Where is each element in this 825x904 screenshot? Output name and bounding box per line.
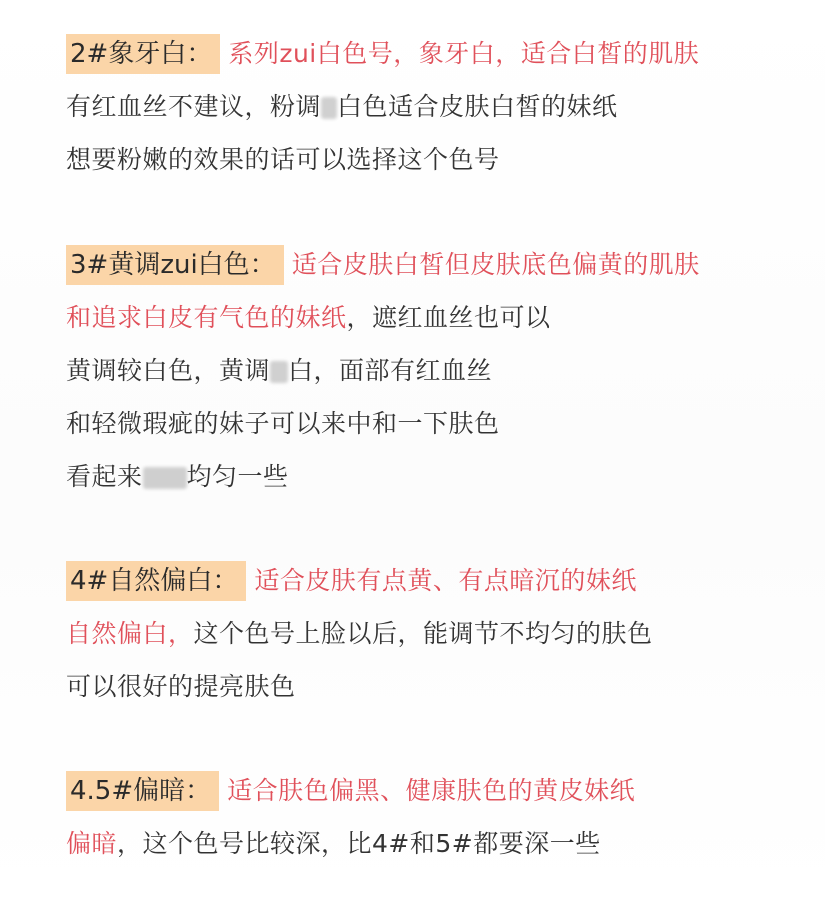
text-segment: 白色适合皮肤白皙的妹纸 bbox=[337, 92, 618, 121]
body-line bbox=[66, 450, 806, 503]
body-line bbox=[66, 80, 806, 133]
text-segment: 有红血丝不建议，粉调 bbox=[66, 92, 322, 121]
text-segment: 黄调较白色，黄调 bbox=[66, 356, 271, 385]
blurred-text bbox=[270, 361, 288, 383]
body-line bbox=[66, 607, 806, 660]
shade-summary: 系列zui白色号，象牙白，适合白皙的肌肤 bbox=[228, 39, 700, 68]
section-natural-white bbox=[66, 554, 806, 713]
section-header bbox=[66, 238, 806, 291]
section-yellow-whitest bbox=[66, 238, 806, 503]
text-segment: 这个色号上脸以后，能调节不均匀的肤色 bbox=[193, 619, 653, 648]
body-line: 和轻微瑕疵的妹子可以来中和一下肤色 bbox=[66, 409, 500, 438]
shade-tag: 4.5#偏暗： bbox=[66, 771, 219, 811]
text-segment: 均匀一些 bbox=[186, 462, 289, 491]
shade-summary: 适合皮肤有点黄、有点暗沉的妹纸 bbox=[254, 566, 637, 595]
highlight-text: 自然偏白， bbox=[66, 619, 194, 648]
text-segment: 看起来 bbox=[66, 462, 143, 491]
highlight-text: 偏暗 bbox=[66, 829, 118, 858]
section-header bbox=[66, 554, 806, 607]
shade-summary: 适合皮肤白皙但皮肤底色偏黄的肌肤 bbox=[291, 250, 700, 279]
blurred-text bbox=[321, 97, 337, 119]
shade-tag: 2#象牙白： bbox=[66, 34, 220, 74]
text-segment: ，这个色号比较深，比4#和5#都要深一些 bbox=[117, 829, 601, 858]
blurred-text bbox=[143, 467, 187, 489]
shade-tag: 4#自然偏白： bbox=[66, 561, 246, 601]
body-line: 可以很好的提亮肤色 bbox=[66, 672, 296, 701]
shade-tag: 3#黄调zui白色： bbox=[66, 245, 284, 285]
section-header bbox=[66, 764, 806, 817]
section-header bbox=[66, 27, 806, 80]
text-segment: 白，面部有红血丝 bbox=[288, 356, 493, 385]
body-line bbox=[66, 344, 806, 397]
highlight-text: 和追求白皮有气色的妹纸 bbox=[66, 303, 347, 332]
section-darker bbox=[66, 764, 806, 870]
shade-summary: 适合肤色偏黑、健康肤色的黄皮妹纸 bbox=[227, 776, 636, 805]
body-line bbox=[66, 817, 806, 870]
section-ivory-white bbox=[66, 27, 806, 186]
body-line bbox=[66, 291, 806, 344]
body-line: 想要粉嫩的效果的话可以选择这个色号 bbox=[66, 145, 500, 174]
text-segment: ，遮红血丝也可以 bbox=[346, 303, 551, 332]
